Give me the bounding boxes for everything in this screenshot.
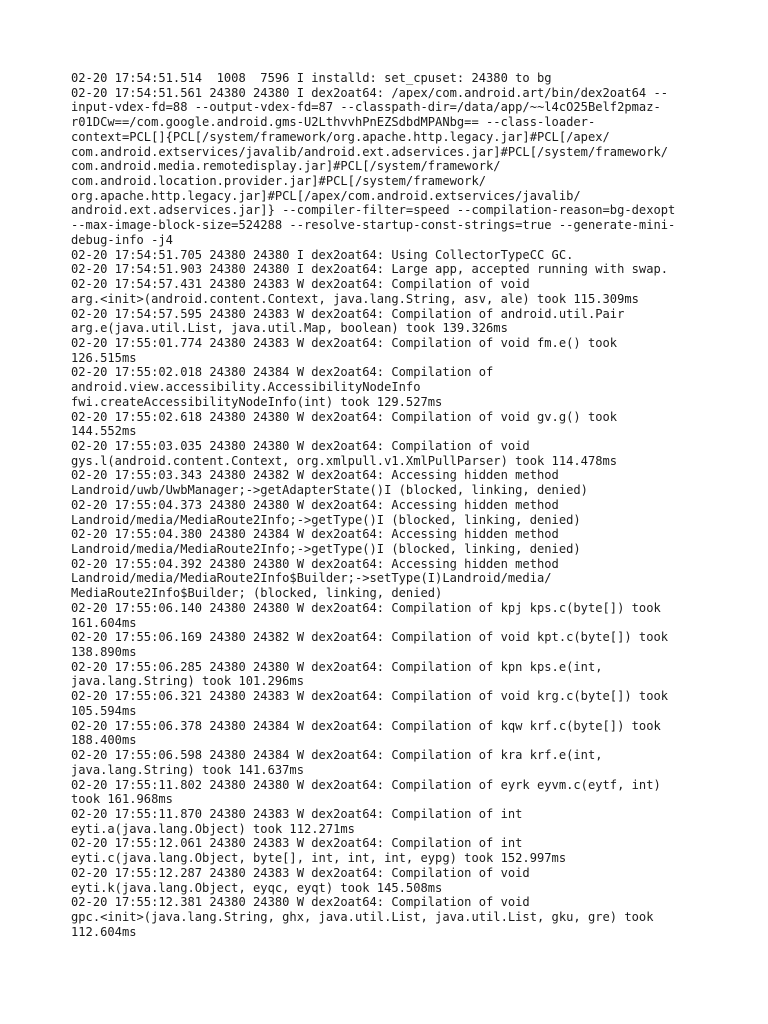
log-line: 02-20 17:55:04.380 24380 24384 W dex2oat64: Accessing hidden method <box>71 527 559 542</box>
log-line: MediaRoute2Info$Builder; (blocked, linking, denied) <box>71 586 443 601</box>
log-line: gys.l(android.content.Context, org.xmlpull.v1.XmlPullParser) took 114.478ms <box>71 453 618 468</box>
log-line: java.lang.String) took 141.637ms <box>71 762 304 777</box>
log-line: 105.594ms <box>71 703 137 718</box>
log-line: 02-20 17:55:06.169 24380 24382 W dex2oat64: Compilation of void kpt.c(byte[]) took <box>71 630 669 645</box>
log-line: 02-20 17:54:51.705 24380 24380 I dex2oat64: Using CollectorTypeCC GC. <box>71 247 574 262</box>
log-line: eyti.k(java.lang.Object, eyqc, eyqt) took 145.508ms <box>71 880 443 895</box>
log-line: java.lang.String) took 101.296ms <box>71 674 304 689</box>
log-line: 02-20 17:54:57.431 24380 24383 W dex2oat64: Compilation of void <box>71 277 530 292</box>
log-line: fwi.createAccessibilityNodeInfo(int) took 129.527ms <box>71 394 443 409</box>
log-line: Landroid/uwb/UwbManager;->getAdapterState()I (blocked, linking, denied) <box>71 483 588 498</box>
log-line: Landroid/media/MediaRoute2Info$Builder;->setType(I)Landroid/media/ <box>71 571 552 586</box>
log-line: eyti.c(java.lang.Object, byte[], int, int, int, eypg) took 152.997ms <box>71 851 567 866</box>
log-line: arg.<init>(android.content.Context, java.lang.String, asv, ale) took 115.309ms <box>71 291 639 306</box>
log-line: 02-20 17:55:04.373 24380 24380 W dex2oat64: Accessing hidden method <box>71 497 559 512</box>
log-line: android.ext.adservices.jar]} --compiler-filter=speed --compilation-reason=bg-dexopt <box>71 203 676 218</box>
log-line: 02-20 17:55:02.618 24380 24380 W dex2oat64: Compilation of void gv.g() took <box>71 409 618 424</box>
log-line: r01DCw==/com.google.android.gms-U2LthvvhPnEZSdbdMPANbg== --class-loader- <box>71 115 596 130</box>
log-line: org.apache.http.legacy.jar]#PCL[/apex/com.android.extservices/javalib/ <box>71 188 581 203</box>
log-document <box>71 71 721 939</box>
log-line: --max-image-block-size=524288 --resolve-startup-const-strings=true --generate-mini- <box>71 218 676 233</box>
log-line: 02-20 17:55:11.802 24380 24380 W dex2oat64: Compilation of eyrk eyvm.c(eytf, int) <box>71 777 661 792</box>
log-line: com.android.extservices/javalib/android.ext.adservices.jar]#PCL[/system/framework/ <box>71 144 669 159</box>
log-lines <box>71 71 721 939</box>
log-line: arg.e(java.util.List, java.util.Map, boolean) took 139.326ms <box>71 321 508 336</box>
log-line: gpc.<init>(java.lang.String, ghx, java.util.List, java.util.List, gku, gre) took <box>71 909 654 924</box>
log-line: 138.890ms <box>71 645 137 660</box>
log-line: 02-20 17:55:02.018 24380 24384 W dex2oat64: Compilation of <box>71 365 494 380</box>
log-line: 144.552ms <box>71 424 137 439</box>
log-line: input-vdex-fd=88 --output-vdex-fd=87 --classpath-dir=/data/app/~~l4cO25Belf2pmaz- <box>71 100 661 115</box>
log-line: 161.604ms <box>71 615 137 630</box>
log-line: 02-20 17:55:11.870 24380 24383 W dex2oat64: Compilation of int <box>71 806 523 821</box>
log-line: 02-20 17:55:06.321 24380 24383 W dex2oat64: Compilation of void krg.c(byte[]) took <box>71 689 669 704</box>
log-line: android.view.accessibility.AccessibilityNodeInfo <box>71 380 421 395</box>
log-line: 02-20 17:55:12.287 24380 24383 W dex2oat64: Compilation of void <box>71 865 530 880</box>
log-line: eyti.a(java.lang.Object) took 112.271ms <box>71 821 355 836</box>
log-line: 126.515ms <box>71 350 137 365</box>
log-line: context=PCL[]{PCL[/system/framework/org.apache.http.legacy.jar]#PCL[/apex/ <box>71 129 610 144</box>
log-line: 02-20 17:55:06.140 24380 24380 W dex2oat64: Compilation of kpj kps.c(byte[]) took <box>71 600 661 615</box>
log-line: 02-20 17:55:12.381 24380 24380 W dex2oat64: Compilation of void <box>71 895 530 910</box>
log-line: 02-20 17:54:51.903 24380 24380 I dex2oat64: Large app, accepted running with swap. <box>71 262 669 277</box>
log-line: com.android.location.provider.jar]#PCL[/system/framework/ <box>71 174 487 189</box>
log-line: 112.604ms <box>71 924 137 939</box>
log-line: Landroid/media/MediaRoute2Info;->getType()I (blocked, linking, denied) <box>71 542 581 556</box>
log-line: com.android.media.remotedisplay.jar]#PCL[/system/framework/ <box>71 159 501 174</box>
log-line: 02-20 17:55:06.285 24380 24380 W dex2oat64: Compilation of kpn kps.e(int, <box>71 659 603 674</box>
log-line: 02-20 17:55:12.061 24380 24383 W dex2oat64: Compilation of int <box>71 836 523 851</box>
log-line: took 161.968ms <box>71 792 173 807</box>
log-line: debug-info -j4 <box>71 232 173 247</box>
log-line: 02-20 17:55:04.392 24380 24380 W dex2oat64: Accessing hidden method <box>71 556 559 571</box>
log-line: 02-20 17:55:06.378 24380 24384 W dex2oat64: Compilation of kqw krf.c(byte[]) took <box>71 718 661 733</box>
log-line: 188.400ms <box>71 733 137 748</box>
log-line: Landroid/media/MediaRoute2Info;->getType()I (blocked, linking, denied) <box>71 512 581 527</box>
log-line: 02-20 17:55:01.774 24380 24383 W dex2oat64: Compilation of void fm.e() took <box>71 335 618 350</box>
log-line: 02-20 17:54:51.561 24380 24380 I dex2oat64: /apex/com.android.art/bin/dex2oat64 -- <box>71 85 669 100</box>
log-line: 02-20 17:54:51.514 1008 7596 I installd: set_cpuset: 24380 to bg <box>71 71 552 85</box>
log-line: 02-20 17:55:06.598 24380 24384 W dex2oat64: Compilation of kra krf.e(int, <box>71 748 603 763</box>
log-line: 02-20 17:55:03.343 24380 24382 W dex2oat64: Accessing hidden method <box>71 468 559 483</box>
log-line: 02-20 17:55:03.035 24380 24380 W dex2oat64: Compilation of void <box>71 438 530 453</box>
log-line: 02-20 17:54:57.595 24380 24383 W dex2oat64: Compilation of android.util.Pair <box>71 306 625 321</box>
